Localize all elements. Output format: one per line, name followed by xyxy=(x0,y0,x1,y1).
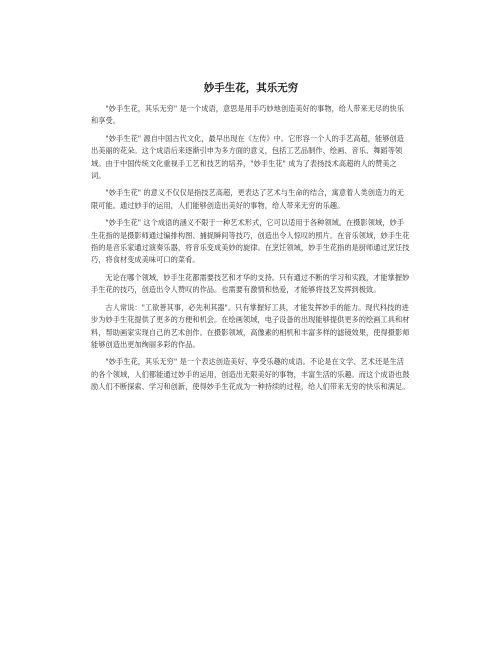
paragraph-6: 古人常说："工欲善其事，必先利其器"。只有掌握好工具，才能发挥妙手的能力。现代科技的进步为妙手生花提供了更多的方便和机会。在绘画领域，电子设备的出现能够提供更多的绘画工具和材料，帮助画家实现自己的艺术创作。在摄影领域，高像素的相机和丰富多样的滤镜效果，使得摄影师能够创造出更加绚丽多彩的作品。 xyxy=(91,302,410,349)
paragraph-1: "妙手生花，其乐无穷" 是一个成语，意思是用手巧妙地创造美好的事物，给人带来无尽的快乐和享受。 xyxy=(91,104,404,126)
paragraph-2: "妙手生花" 源自中国古代文化，最早出现在《左传》中。它形容一个人的手艺高超，能够创造出美丽的花朵。这个成语后来逐渐引申为多方面的意义，包括工艺品制作、绘画、音乐、舞蹈等领域。由于中国传统文化重视手工艺和技艺的培养，"妙手生花" 成为了表扬技术高超的人的赞美之词。 xyxy=(91,133,404,181)
paragraph-4: "妙手生花" 这个成语的涵义不限于一种艺术形式，它可以适用于各种领域。在摄影领域，妙手生花指的是摄影师通过编排构图、捕捉瞬间等技巧，创造出令人惊叹的照片。在音乐领域，妙手生花指的是音乐家通过演奏乐器，将音乐变成美妙的旋律。在烹饪领域，妙手生花指的是厨师通过烹饪技巧，将食材变成美味可口的菜肴。 xyxy=(91,218,410,265)
paragraph-3: "妙手生花" 的意义不仅仅是指技艺高超，更表达了艺术与生命的结合，寓意着人类创造力的无限可能。通过妙手的运用，人们能够创造出美好的事物，给人带来无穷的乐趣。 xyxy=(91,188,404,210)
paragraph-5: 无论在哪个领域，妙手生花都需要技艺和才华的支持。只有通过不断的学习和实践，才能掌握妙手生花的技巧，创造出令人赞叹的作品。也需要有激情和热爱，才能够将技艺发挥到极致。 xyxy=(91,272,410,295)
paragraph-7: "妙手生花，其乐无穷" 是一个表达创造美好、享受乐趣的成语。不论是在文学、艺术还是生活的各个领域，人们都能通过妙手的运用，创造出无限美好的事物，丰富生活的乐趣。而这个成语也鼓励人们不断探索、学习和创新，使得妙手生花成为一种持续的过程，给人们带来无穷的快乐和满足。 xyxy=(91,357,410,392)
document-body xyxy=(91,103,411,399)
document-title: 妙手生花，其乐无穷 xyxy=(203,82,299,94)
